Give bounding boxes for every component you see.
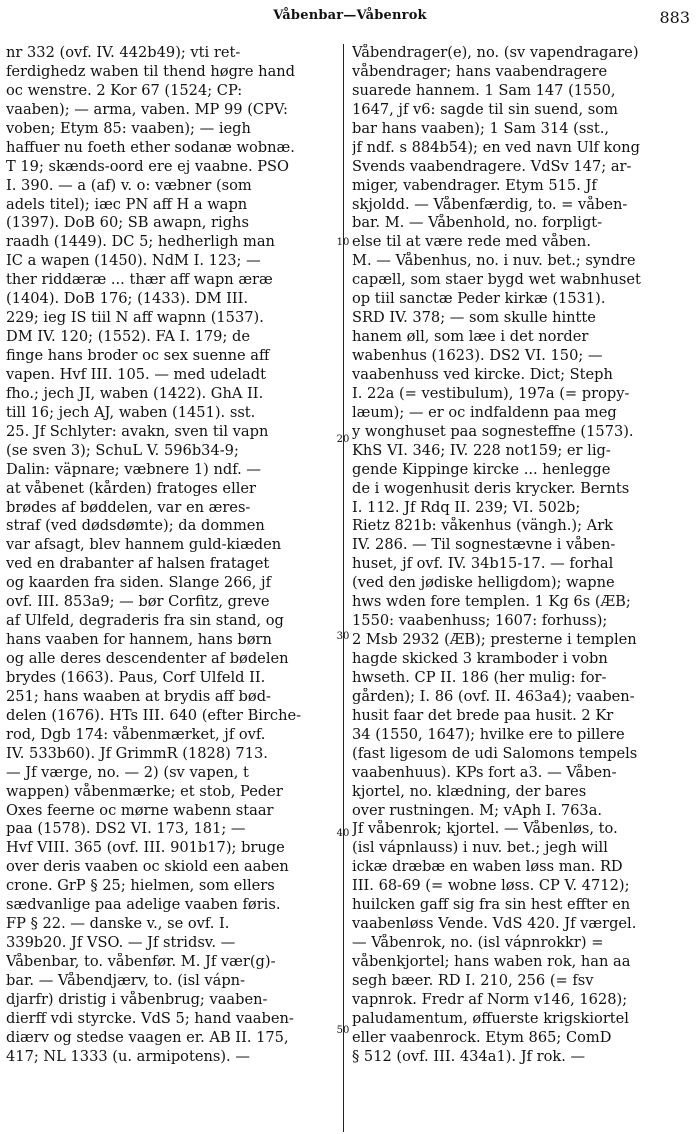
text-line: paa (1578). DS2 VI. 173, 181; — [6,820,246,838]
text-line: 229; ieg IS tiil N aff wapnn (1537). [6,309,264,327]
text-line: else til at være rede med våben. [352,233,591,251]
text-line: Våbendrager(e), no. (sv vapendragare) [352,44,639,61]
text-line: wappen) våbenmærke; et stob, Peder [6,782,283,800]
text-line: gende Kippinge kircke ... henlegge [352,460,611,478]
text-line: till 16; jech AJ, waben (1451). sst. [6,403,256,421]
text-line: voben; Etym 85: vaaben); — iegh [6,119,251,137]
margin-line-number-40: 40 [336,828,350,839]
text-line: var afsagt, blev hannem guld-kiæden [6,536,282,554]
text-line: FP § 22. — danske v., se ovf. I. [6,915,230,933]
text-line: 34 (1550, 1647); hvilke ere to pillere [352,725,625,743]
text-line: husit faar det brede paa husit. 2 Kr [352,706,614,724]
text-line: fho.; jech JI, waben (1422). GhA II. [6,384,264,402]
column-divider [343,44,344,1132]
text-line: og alle deres descendenter af bødelen [6,650,289,667]
text-line: djarfr) dristig i våbenbrug; vaaben- [6,990,268,1008]
text-line: læum); — er oc indfaldenn paa meg [352,403,617,421]
text-line: våbendrager; hans vaabendragere [352,62,608,80]
text-line: IV. 533b60). Jf GrimmR (1828) 713. [6,744,268,762]
text-line: brydes (1663). Paus, Corf Ulfeld II. [6,668,266,686]
text-line: kjortel, no. klædning, der bares [352,782,587,800]
text-line: Rietz 821b: våkenhus (vängh.); Ark [352,517,614,535]
text-line: over rustningen. M; vAph I. 763a. [352,801,603,819]
text-line: (fast ligesom de udi Salomons tempels [352,744,638,762]
text-line: at våbenet (kården) fratoges eller [6,479,257,497]
text-line: 25. Jf Schlyter: avakn, sven til vapn [6,422,269,440]
page-number: 883 [659,8,690,27]
text-line: finge hans broder oc sex suenne aff [6,347,270,364]
text-line: 2 Msb 2932 (ÆB); presterne i templen [352,631,637,649]
text-line: — Jf værge, no. — 2) (sv vapen, t [6,763,249,781]
text-line: våbenkjortel; hans waben rok, han aa [352,953,631,970]
text-line: DM IV. 120; (1552). FA I. 179; de [6,328,250,346]
text-line: IC a wapen (1450). NdM I. 123; — [6,252,261,270]
text-line: T 19; skænds-oord ere ej vaabne. PSO [6,157,290,175]
text-line: § 512 (ovf. III. 434a1). Jf rok. — [352,1047,586,1065]
text-line: KhS VI. 346; IV. 228 not159; er lig- [352,441,611,459]
text-line: vaaben); — arma, vaben. MP 99 (CPV: [6,100,288,118]
text-line: brødes af bøddelen, var en æres- [6,498,251,516]
text-line: y wonghuset paa sognesteffne (1573). [352,422,634,440]
text-line: nr 332 (ovf. IV. 442b49); vti ret- [6,44,241,61]
running-title: Våbenbar—Våbenrok [273,8,427,23]
text-line: vaabenhuss ved kircke. Dict; Steph [352,365,613,383]
text-line: af Ulfeld, degraderis fra sin stand, og [6,612,284,630]
text-line: gården); I. 86 (ovf. II. 463a4); vaaben- [352,687,635,705]
text-line: adels titel); iæc PN aff H a wapn [6,195,248,213]
text-line: bar. — Våbendjærv, to. (isl vápn- [6,971,245,989]
text-line: III. 68-69 (= wobne løss. CP V. 4712); [352,877,630,895]
text-line: rod, Dgb 174: våbenmærket, jf ovf. [6,725,266,743]
text-line: ovf. III. 853a9; — bør Corfitz, greve [6,593,270,611]
text-line: paludamentum, øffuerste krigskiortel [352,1009,629,1027]
text-line: hws wden fore templen. 1 Kg 6s (ÆB; [352,593,631,611]
text-line: (ved den jødiske helligdom); wapne [352,574,615,592]
text-line: SRD IV. 378; — som skulle hintte [352,309,596,327]
text-line: Oxes feerne oc mørne wabenn staar [6,801,274,819]
text-line: vapnrok. Fredr af Norm v146, 1628); [352,990,628,1008]
text-line: 251; hans waaben at brydis aff bød- [6,687,271,705]
text-line: wabenhus (1623). DS2 VI. 150; — [352,347,603,364]
text-line: (1397). DoB 60; SB awapn, righs [6,214,249,232]
margin-line-number-30: 30 [336,631,350,642]
text-line: (isl vápnlauss) i nuv. bet.; jegh will [352,839,608,857]
text-line: IV. 286. — Til sognestævne i våben- [352,536,616,554]
text-line: eller vaabenrock. Etym 865; ComD [352,1028,612,1046]
text-line: Jf våbenrok; kjortel. — Våbenløs, to. [352,820,618,838]
text-line: M. — Våbenhus, no. i nuv. bet.; syndre [352,252,636,270]
text-line: raadh (1449). DC 5; hedherligh man [6,233,275,251]
text-line: hanem øll, som læe i det norder [352,328,589,346]
text-line: de i wogenhusit deris krycker. Bernts [352,479,630,497]
margin-line-number-20: 20 [336,434,350,445]
text-line: ferdighedz waben til thend høgre hand [6,62,296,80]
text-line: capæll, som staer bygd wet wabnhuset [352,271,641,289]
text-line: 339b20. Jf VSO. — Jf stridsv. — [6,934,236,952]
text-line: I. 112. Jf Rdq II. 239; VI. 502b; [352,498,581,516]
left-column [6,44,332,1067]
text-line: 1550: vaabenhuss; 1607: forhuss); [352,612,608,630]
text-line: (se sven 3); SchuL V. 596b34-9; [6,441,239,459]
text-line: 1647, jf v6: sagde til sin suend, som [352,100,618,118]
text-line: hwseth. CP II. 186 (her mulig: for- [352,668,607,686]
right-column [352,44,692,1067]
page-header [0,6,700,30]
text-line: delen (1676). HTs III. 640 (efter Birche- [6,706,302,724]
text-line: segh bæer. RD I. 210, 256 (= fsv [352,971,594,989]
text-line: og kaarden fra siden. Slange 266, jf [6,574,271,592]
text-line: huilcken gaff sig fra sin hest effter en [352,896,631,914]
margin-line-number-50: 50 [336,1025,350,1036]
text-line: (1404). DoB 176; (1433). DM III. [6,290,249,308]
text-line: skjoldd. — Våbenfærdig, to. = våben- [352,195,628,213]
text-line: hagde skicked 3 kramboder i vobn [352,650,608,667]
text-line: sædvanlige paa adelige vaaben føris. [6,896,281,914]
text-line: vapen. Hvf III. 105. — med udeladt [6,365,266,383]
text-line: dierff vdi styrcke. VdS 5; hand vaaben- [6,1009,294,1027]
text-line: Hvf VIII. 365 (ovf. III. 901b17); bruge [6,839,285,857]
text-line: 417; NL 1333 (u. armipotens). — [6,1047,250,1065]
text-line: diærv og stedse vaagen er. AB II. 175, [6,1028,289,1046]
text-line: over deris vaaben oc skiold een aaben [6,858,289,876]
text-line: crone. GrP § 25; hielmen, som ellers [6,877,275,895]
text-line: miger, vabendrager. Etym 515. Jf [352,176,597,194]
text-line: Dalin: väpnare; væbnere 1) ndf. — [6,460,261,478]
text-line: haffuer nu foeth ether sodanæ wobnæ. [6,138,295,156]
text-line: I. 390. — a (af) v. o: væbner (som [6,176,252,194]
text-line: ved en drabanter af halsen frataget [6,555,270,573]
margin-line-number-10: 10 [336,237,350,248]
text-line: ther riddæræ ... thær aff wapn æræ [6,271,273,289]
text-line: hans vaaben for hannem, hans børn [6,631,272,649]
text-line: straf (ved dødsdømte); da dommen [6,517,265,535]
text-line: jf ndf. s 884b54); en ved navn Ulf kong [352,138,640,156]
text-line: oc wenstre. 2 Kor 67 (1524; CP: [6,81,243,99]
text-line: ickæ dræbæ en waben løss man. RD [352,858,623,876]
text-line: Våbenbar, to. våbenfør. M. Jf vær(g)- [6,953,276,970]
text-line: bar. M. — Våbenhold, no. forpligt- [352,214,603,232]
text-line: Svends vaabendragere. VdSv 147; ar- [352,157,632,175]
text-line: vaabenløss Vende. VdS 420. Jf værgel. [352,915,637,933]
text-line: vaabenhuus). KPs fort a3. — Våben- [352,763,617,781]
text-line: suarede hannem. 1 Sam 147 (1550, [352,81,616,99]
text-line: I. 22a (= vestibulum), 197a (= propy- [352,384,630,402]
text-line: — Våbenrok, no. (isl vápnrokkr) = [352,934,604,952]
text-line: huset, jf ovf. IV. 34b15-17. — forhal [352,555,614,573]
text-line: op tiil sanctæ Peder kirkæ (1531). [352,290,606,308]
text-line: bar hans vaaben); 1 Sam 314 (sst., [352,119,609,137]
